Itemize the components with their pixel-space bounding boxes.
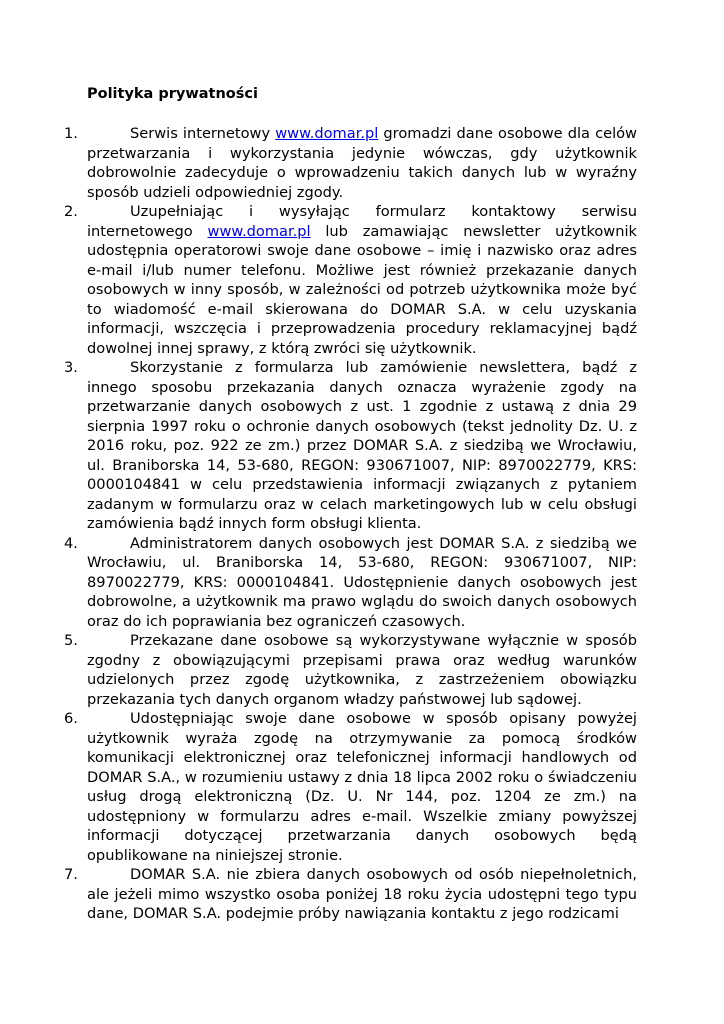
list-item-text: Udostępniając swoje dane osobowe w sposób opisany powyżej użytkownik wyraża zgodę na otrzymywanie za pomocą środków komunikacji elektronicznej oraz telefonicznej informacji handlowych od DOMAR S.A., w rozumieniu ustawy z dnia 18 lipca 2002 roku o świadczeniu usług drogą elektroniczną (Dz. U. Nr 144, poz. 1204 ze zm.) na udostępniony w formularzu adres e-mail. Wszelkie zmiany powyższej informacji dotyczącej przetwarzania danych osobowych będą opublikowane na niniejszej stronie. <box>87 710 637 864</box>
list-item <box>0 202 724 358</box>
list-item-text-after: lub zamawiając newsletter użytkownik udostępnia operatorowi swoje dane osobowe – imię i nazwisko oraz adres e-mail i/lub numer telefonu. Możliwe jest również przekazanie danych osobowych w inny sposób, w zależności od potrzeb użytkownika może być to wiadomość e-mail skierowana do DOMAR S.A. w celu uzyskania informacji, wszczęcia i przeprowadzenia procedury reklamacyjnej bądź dowolnej innej sprawy, z którą zwróci się użytkownik. <box>87 222 638 357</box>
list-item-text: Przekazane dane osobowe są wykorzystywane wyłącznie w sposób zgodny z obowiązującymi przepisami prawa oraz według warunków udzielonych przez zgodę użytkownika, z zastrzeżeniem obowiązku przekazania tych danych organom władzy państwowej lub sądowej. <box>87 632 637 708</box>
privacy-policy-list <box>0 124 724 924</box>
page-title: Polityka prywatności <box>87 86 258 102</box>
list-item-number: 1. <box>64 125 78 142</box>
list-item-text <box>87 202 637 358</box>
list-item-text: DOMAR S.A. nie zbiera danych osobowych od osób niepełnoletnich, ale jeżeli mimo wszystko osoba poniżej 18 roku życia udostępni tego typu dane, DOMAR S.A. podejmie próby nawiązania kontaktu z jego rodzicami <box>87 866 637 922</box>
list-item-text: Skorzystanie z formularza lub zamówienie newslettera, bądź z innego sposobu przekazania danych oznacza wyrażenie zgody na przetwarzanie danych osobowych z ust. 1 zgodnie z ustawą z dnia 29 sierpnia 1997 roku o ochronie danych osobowych (tekst jednolity Dz. U. z 2016 roku, poz. 922 ze zm.) przez DOMAR S.A. z siedzibą we Wrocławiu, ul. Braniborska 14, 53-680, REGON: 930671007, NIP: 8970022779, KRS: 0000104841 w celu przedstawienia informacji związanych z pytaniem zadanym w formularzu oraz w celach marketingowych lub w celu obsługi zamówienia bądź innych form obsługi klienta. <box>87 359 637 532</box>
list-item-text-after: gromadzi dane osobowe dla celów przetwarzania i wykorzystania jedynie wówczas, gdy użytkownik dobrowolnie zadecyduje o wprowadzeniu takich danych lub w wyraźny sposób udzieli odpowiedniej zgody. <box>87 125 637 201</box>
list-item <box>0 709 724 865</box>
list-item-number: 2. <box>64 203 78 220</box>
list-item-text: Administratorem danych osobowych jest DOMAR S.A. z siedzibą we Wrocławiu, ul. Braniborska 14, 53-680, REGON: 930671007, NIP: 8970022779, KRS: 0000104841. Udostępnienie danych osobowych jest dobrowolne, a użytkownik ma prawo wglądu do swoich danych osobowych oraz do ich poprawiania bez ograniczeń czasowych. <box>87 534 637 630</box>
domar-website-link[interactable]: www.domar.pl <box>275 125 379 142</box>
list-item <box>0 631 724 709</box>
list-item-number: 7. <box>64 866 78 883</box>
list-item-number: 3. <box>64 359 78 376</box>
list-item <box>0 534 724 632</box>
domar-website-link[interactable]: www.domar.pl <box>207 222 311 240</box>
list-item-text-before: Serwis internetowy <box>130 125 276 142</box>
list-item-text-before: Uzupełniając i wysyłając formularz kontaktowy serwisu internetowego <box>87 203 637 240</box>
list-item-number: 4. <box>64 534 78 552</box>
list-item-number: 6. <box>64 710 78 727</box>
list-item-number: 5. <box>64 632 78 649</box>
list-item-text <box>87 124 637 202</box>
list-item <box>0 865 724 924</box>
list-item <box>0 124 724 202</box>
list-item <box>0 358 724 534</box>
